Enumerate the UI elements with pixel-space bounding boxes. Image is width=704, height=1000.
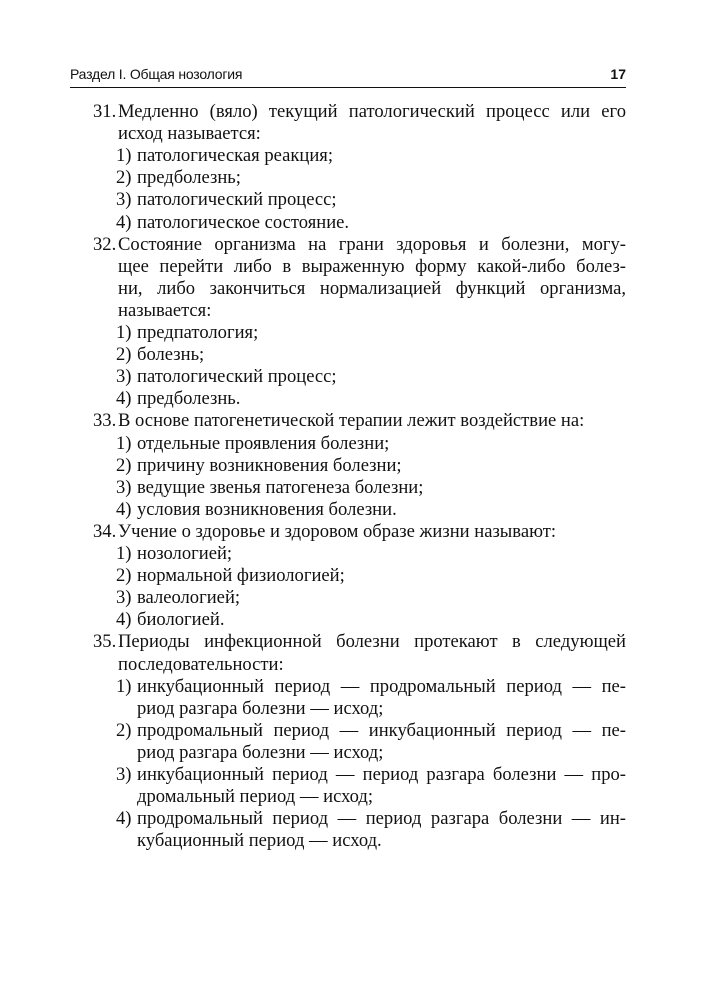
question-line-text: В основе патогенетической терапии лежит воздействие на: — [118, 410, 585, 432]
answer-option-number: 2) — [116, 719, 132, 741]
header-rule — [70, 87, 626, 88]
answer-option-number: 4) — [116, 388, 132, 410]
answer-option-number: 3) — [116, 476, 132, 498]
answer-option-text: условия возникновения болезни. — [137, 498, 397, 520]
page-number: 17 — [610, 66, 626, 82]
answer-option-text: нозологией; — [137, 543, 233, 564]
question-line-number: 33. — [93, 410, 117, 432]
answer-option-text: валеологией; — [137, 587, 241, 609]
answer-option-text: предболезнь; — [137, 167, 241, 189]
answer-option-number: 3) — [116, 764, 132, 785]
answer-option-text: дромальный период — исход; — [137, 786, 374, 808]
answer-option-number: 1) — [116, 322, 132, 343]
answer-option-number: 3) — [116, 189, 132, 211]
question-line-number: 32. — [93, 233, 117, 255]
answer-option-number: 4) — [116, 211, 132, 233]
question-line-text: Периоды инфекционной болезни протекают в следующей — [118, 631, 626, 653]
answer-option-text: продромальный период — инкубационный период — пе- — [137, 719, 626, 741]
answer-option-text: продромальный период — период разгара болезни — ин- — [137, 808, 626, 830]
answer-option-number: 1) — [116, 432, 132, 454]
question-line-text: щее перейти либо в выраженную форму какой-либо болез- — [118, 255, 626, 277]
answer-option-text: инкубационный период — период разгара болезни — про- — [137, 764, 626, 785]
answer-option-text: ведущие звенья патогенеза болезни; — [137, 476, 424, 498]
question-line-number: 31. — [93, 101, 117, 122]
answer-option-text: инкубационный период — продромальный период — пе- — [137, 675, 626, 697]
question-line-text: Учение о здоровье и здоровом образе жизни называют: — [118, 520, 557, 542]
answer-option-text: патологическое состояние. — [137, 211, 350, 233]
answer-option-text: болезнь; — [137, 344, 205, 366]
answer-option-text: патологическая реакция; — [137, 145, 334, 167]
answer-option-number: 3) — [116, 587, 132, 609]
answer-option-text: нормальной физиологией; — [137, 565, 345, 587]
question-line-text: исход называется: — [118, 123, 261, 145]
answer-option-text: патологический процесс; — [137, 366, 337, 388]
answer-option-number: 2) — [116, 167, 132, 189]
running-header — [70, 62, 626, 86]
question-line-text: последовательности: — [118, 653, 284, 675]
answer-option-number: 1) — [116, 675, 132, 697]
answer-option-number: 4) — [116, 808, 132, 830]
question-line-text: называется: — [118, 299, 212, 321]
answer-option-text: биологией. — [137, 609, 225, 631]
question-line-number: 34. — [93, 520, 117, 542]
question-line-text: ни, либо закончиться нормализацией функций организма, — [118, 277, 626, 299]
answer-option-number: 4) — [116, 498, 132, 520]
question-line-text: Состояние организма на грани здоровья и болезни, могу- — [118, 233, 626, 255]
answer-option-number: 1) — [116, 145, 132, 167]
question-line-text: Медленно (вяло) текущий патологический процесс или его — [118, 101, 626, 122]
answer-option-number: 2) — [116, 344, 132, 366]
answer-option-number: 4) — [116, 609, 132, 631]
answer-option-number: 2) — [116, 454, 132, 476]
answer-option-text: предболезнь. — [137, 388, 241, 410]
section-title: Раздел I. Общая нозология — [70, 66, 243, 82]
answer-option-number: 3) — [116, 366, 132, 388]
answer-option-text: предпатология; — [137, 322, 259, 343]
answer-option-text: причину возникновения болезни; — [137, 454, 402, 476]
answer-option-text: патологический процесс; — [137, 189, 337, 211]
answer-option-number: 1) — [116, 543, 132, 564]
answer-option-text: риод разгара болезни — исход; — [137, 697, 384, 719]
answer-option-text: отдельные проявления болезни; — [137, 432, 390, 454]
question-line-number: 35. — [93, 631, 117, 653]
answer-option-text: риод разгара болезни — исход; — [137, 741, 384, 763]
answer-option-text: кубационный период — исход. — [137, 830, 382, 852]
answer-option-number: 2) — [116, 565, 132, 587]
